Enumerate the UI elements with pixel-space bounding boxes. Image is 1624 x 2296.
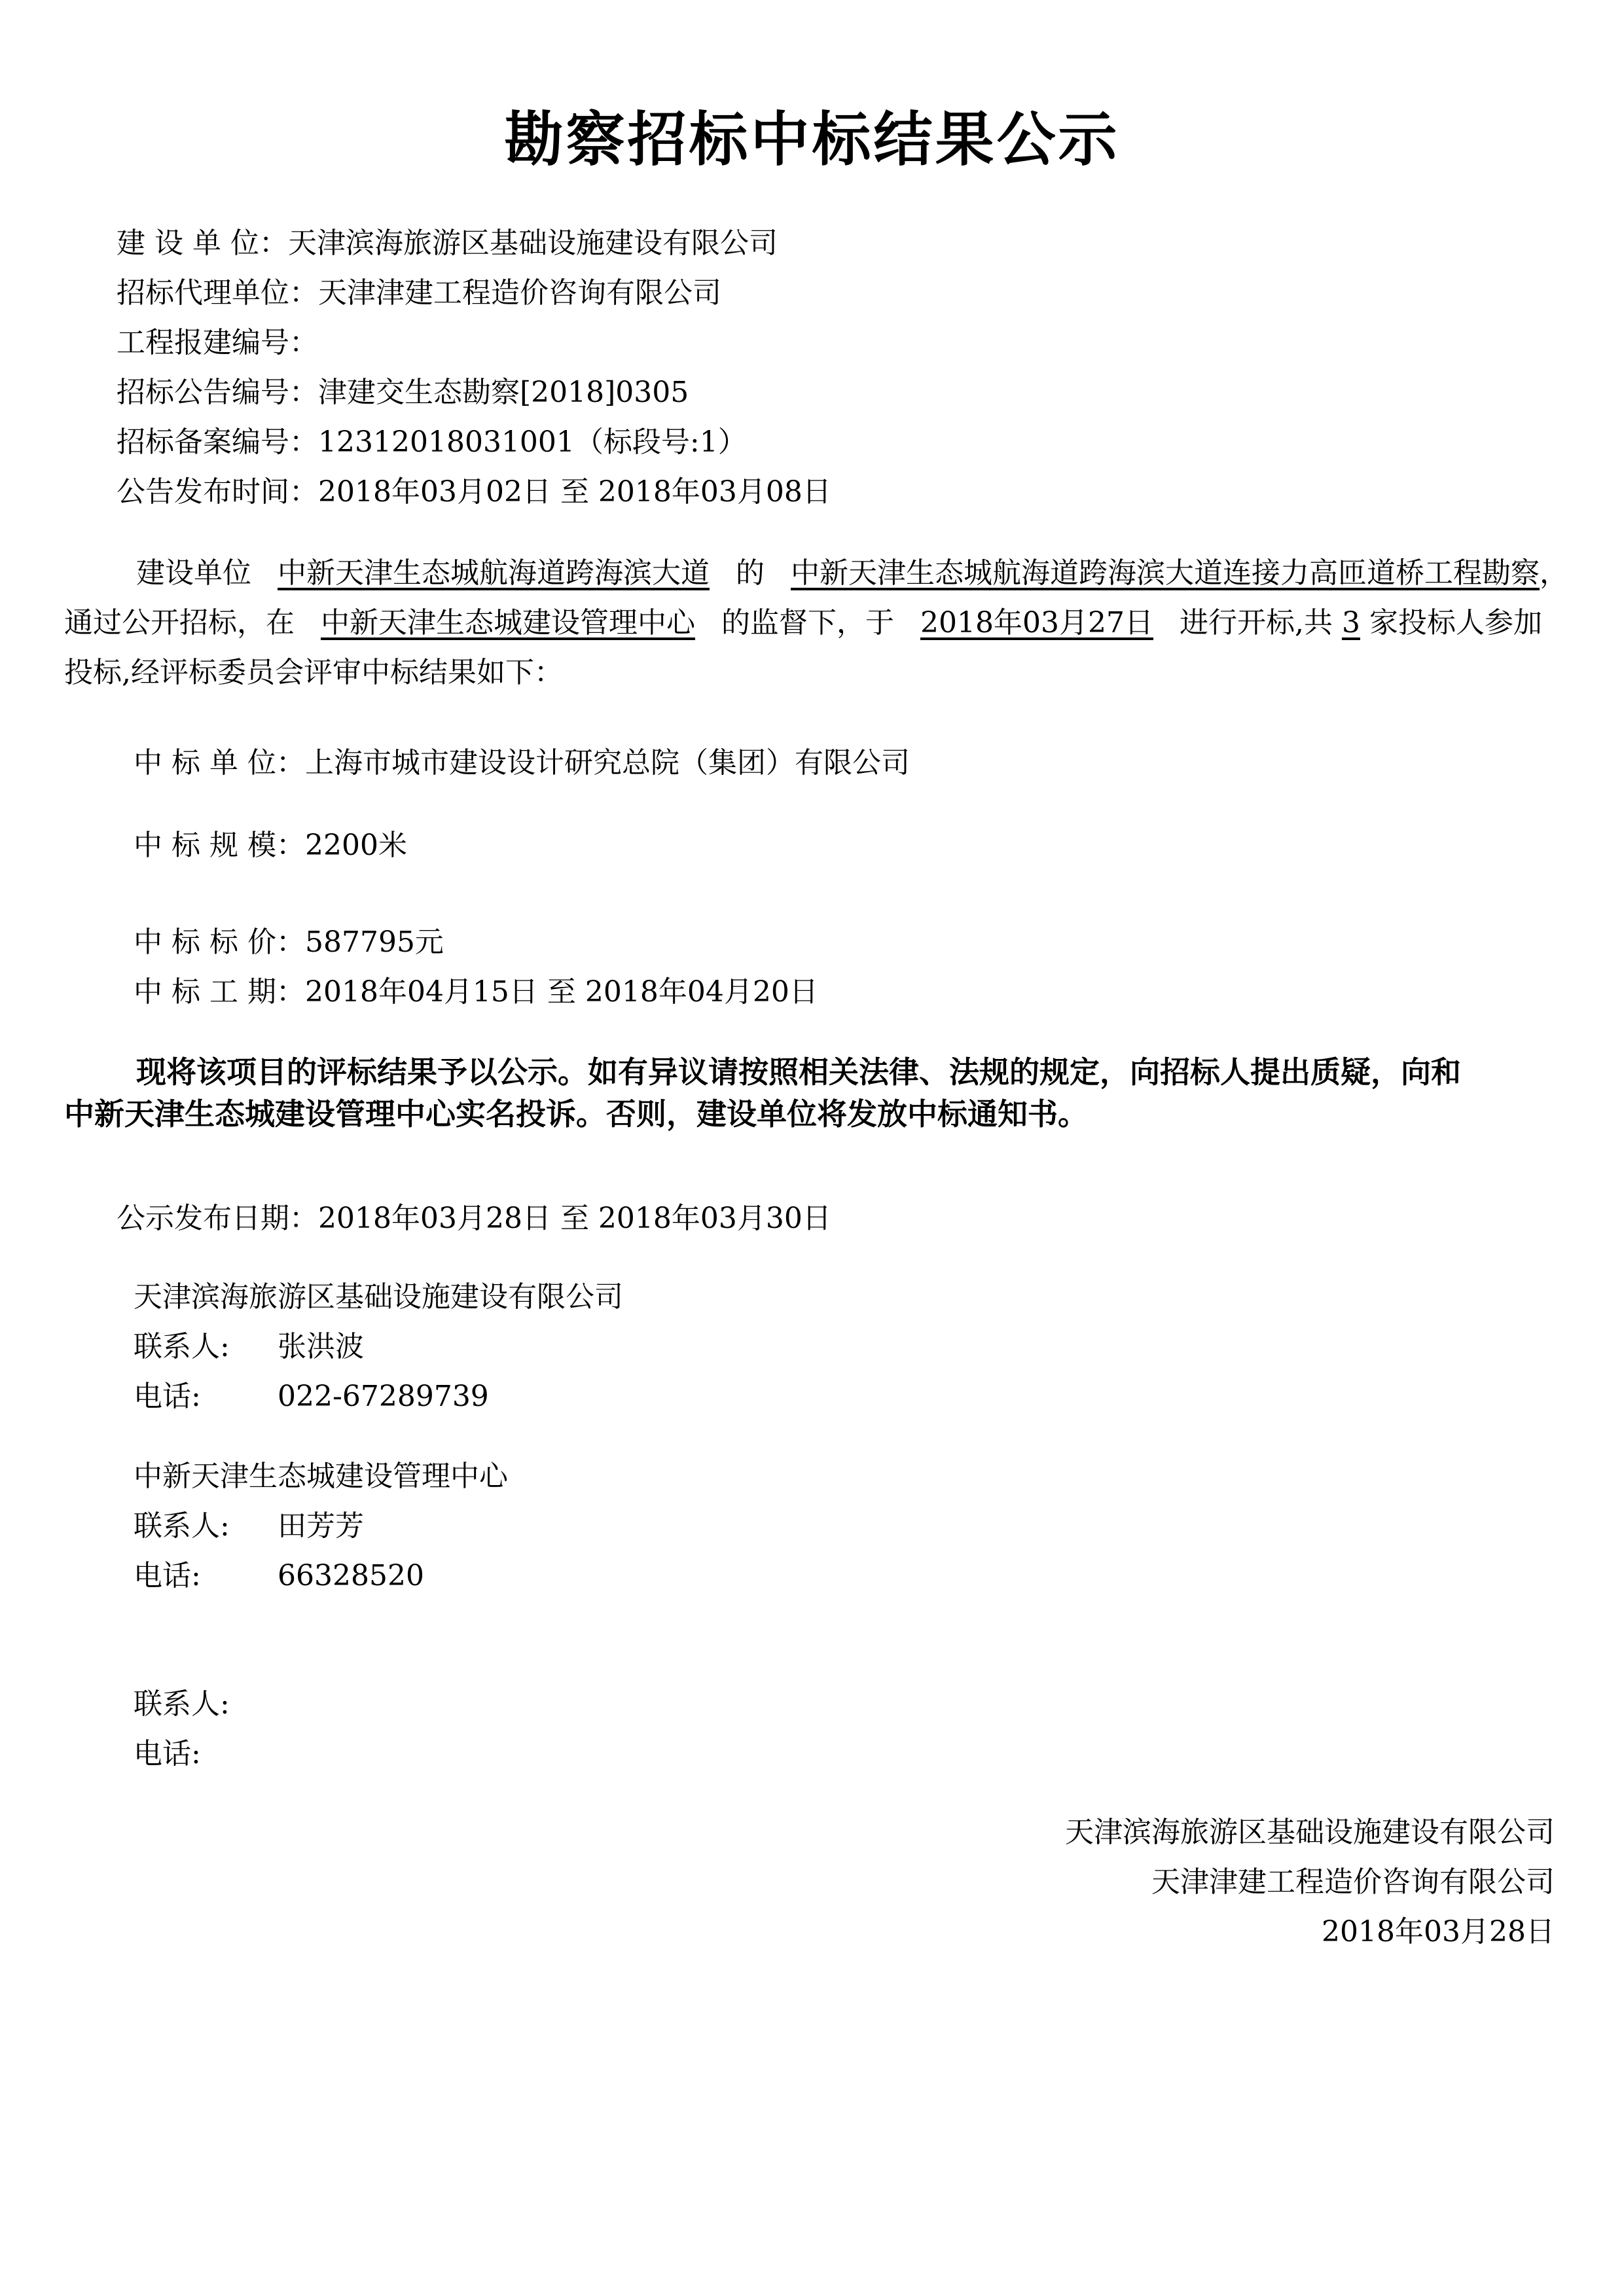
intro-text: ，通过公开招标，在 — [64, 556, 1568, 639]
info-publish-time — [117, 473, 831, 512]
info-value: 天津津建工程造价咨询有限公司 — [318, 276, 721, 310]
intro-text: 进行开标,共 — [1179, 606, 1333, 639]
signature-date: 2018年03月28日 — [1322, 1915, 1555, 1948]
result-label: 中 标 标 价： — [134, 925, 305, 959]
contact-phone-number: 66328520 — [278, 1559, 424, 1592]
builder-name: 中新天津生态城航海道跨海滨大道 — [278, 556, 710, 590]
info-value: 天津滨海旅游区基础设施建设有限公司 — [287, 226, 778, 260]
intro-text: 的监督下，于 — [721, 606, 894, 639]
project-name: 中新天津生态城航海道跨海滨大道连接力高匝道桥工程勘察 — [791, 556, 1540, 590]
info-value: 12312018031001（标段号:1） — [318, 425, 747, 459]
contact-person — [134, 1327, 364, 1367]
contact-phone-label: 电话: — [134, 1559, 201, 1592]
contact-person-label: 联系人: — [134, 1687, 230, 1721]
info-label: 招标备案编号： — [117, 425, 318, 459]
contact-person-name: 田芳芳 — [278, 1509, 364, 1543]
info-label: 招标公告编号： — [117, 376, 318, 409]
contact-phone — [134, 1377, 489, 1416]
contact-person — [134, 1685, 278, 1724]
info-agency — [117, 274, 721, 313]
contact-phone-number: 022-67289739 — [278, 1380, 489, 1413]
winner-name: 上海市城市建设设计研究总院（集团）有限公司 — [304, 746, 910, 780]
info-label: 招标代理单位： — [117, 276, 318, 310]
contact-person-label: 联系人: — [134, 1509, 230, 1543]
result-scale — [134, 826, 407, 865]
intro-paragraph — [64, 548, 1570, 698]
info-value: 2018年03月02日 至 2018年03月08日 — [318, 475, 831, 509]
page-title: 勘察招标中标结果公示 — [504, 105, 1120, 174]
scale-value: 2200米 — [304, 829, 407, 862]
signature-org-2: 天津津建工程造价咨询有限公司 — [1151, 1865, 1555, 1899]
price-value: 587795元 — [304, 925, 444, 959]
contact-phone — [134, 1556, 424, 1596]
signature-org-1: 天津滨海旅游区基础设施建设有限公司 — [1065, 1816, 1555, 1849]
info-label: 公告发布时间： — [117, 475, 318, 509]
result-label: 中 标 工 期： — [134, 975, 305, 1009]
info-record-no — [117, 423, 747, 462]
contact-phone-label: 电话: — [134, 1737, 201, 1770]
period-value: 2018年04月15日 至 2018年04月20日 — [304, 975, 818, 1009]
info-label: 工程报建编号： — [117, 326, 318, 359]
bidder-count: 3 — [1341, 606, 1360, 639]
result-price — [134, 923, 444, 962]
result-label: 中 标 单 位： — [134, 746, 305, 780]
supervisor-name: 中新天津生态城建设管理中心 — [321, 606, 695, 639]
publicity-value: 2018年03月28日 至 2018年03月30日 — [318, 1202, 831, 1235]
info-label: 建 设 单 位： — [117, 226, 288, 260]
info-announcement-no — [117, 373, 689, 412]
info-builder — [117, 224, 778, 263]
intro-text: 家投标人参加投标,经评标委员会评审中标结果如下： — [64, 606, 1542, 689]
contact-org: 中新天津生态城建设管理中心 — [134, 1460, 508, 1493]
intro-text: 的 — [736, 556, 765, 590]
info-value: 津建交生态勘察[2018]0305 — [318, 376, 689, 409]
publicity-label: 公示发布日期： — [117, 1202, 318, 1235]
result-label: 中 标 规 模： — [134, 829, 305, 862]
opening-date: 2018年03月27日 — [920, 606, 1153, 639]
publicity-date — [117, 1199, 831, 1238]
contact-person-label: 联系人: — [134, 1330, 230, 1363]
contact-person — [134, 1507, 364, 1546]
contact-phone-label: 电话: — [134, 1380, 201, 1413]
contact-phone — [134, 1734, 278, 1774]
result-winner — [134, 744, 910, 783]
info-project-code — [117, 323, 318, 363]
objection-notice: 现将该项目的评标结果予以公示。如有异议请按照相关法律、法规的规定，向招标人提出质疑，向和中新天津生态城建设管理中心实名投诉。否则，建设单位将发放中标通知书。 — [64, 1054, 1461, 1132]
contact-person-name: 张洪波 — [278, 1330, 364, 1363]
intro-text: 建设单位 — [136, 556, 251, 590]
result-period — [134, 973, 818, 1012]
contact-org: 天津滨海旅游区基础设施建设有限公司 — [134, 1280, 623, 1314]
